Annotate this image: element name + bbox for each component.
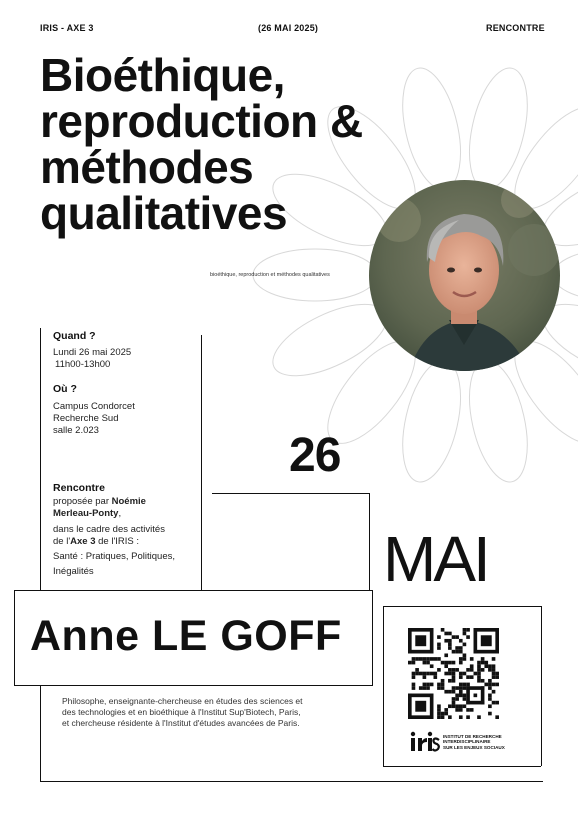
quand-label: Quand ? [53, 330, 96, 342]
ou-room: salle 2.023 [53, 425, 99, 436]
header-axis-label: IRIS - AXE 3 [40, 23, 94, 33]
frame-line-left-bottom [40, 686, 41, 782]
frame-line-qr-bottom [383, 766, 541, 767]
iris-logo-line-3: SUR LES ENJEUX SOCIAUX [443, 744, 505, 750]
iris-logo-line-2: INTERDISCIPLINAIRE [443, 739, 491, 745]
frame-line-qr-top [383, 606, 541, 607]
quand-time: 11h00-13h00 [55, 359, 111, 370]
speaker-name: Anne LE GOFF [30, 612, 342, 660]
iris-logo [410, 731, 440, 753]
speaker-photo [369, 180, 560, 371]
organizer-last-name: Merleau-Ponty [53, 508, 119, 519]
rencontre-line-6: Inégalités [53, 566, 94, 577]
iris-logo-text [443, 734, 505, 750]
frame-line-bottom [40, 781, 543, 782]
rencontre-label: Rencontre [53, 482, 105, 494]
rencontre-pre: proposée par [53, 496, 112, 507]
subtitle: bioéthique, reproduction et méthodes qualitatives [210, 272, 330, 278]
frame-line-middle [201, 335, 202, 590]
ou-building: Recherche Sud [53, 413, 119, 424]
iris-logo-mark [410, 731, 440, 753]
header-date: (26 MAI 2025) [258, 23, 319, 33]
bio-line-1: Philosophe, enseignante-chercheuse en études des sciences et [62, 696, 303, 706]
rencontre-post-axe: de l'IRIS : [95, 536, 140, 547]
header-type: RENCONTRE [486, 23, 545, 33]
date-month: MAI [383, 523, 488, 595]
title-line-2: reproduction & [40, 95, 363, 147]
title-line-1: Bioéthique, [40, 49, 285, 101]
rencontre-comma: , [118, 508, 122, 519]
rencontre-line-2 [53, 508, 121, 520]
rencontre-line-5: Santé : Pratiques, Politiques, [53, 551, 175, 562]
ou-label: Où ? [53, 383, 77, 395]
date-day: 26 [289, 429, 341, 482]
iris-logo-line-1: INSTITUT DE RECHERCHE [443, 734, 502, 739]
qr-code-icon[interactable] [408, 628, 499, 719]
frame-line-date-top [212, 493, 370, 494]
frame-line-date-right [369, 493, 370, 590]
rencontre-line-3: dans le cadre des activités [53, 524, 165, 535]
frame-line-qr-right [541, 606, 542, 766]
rencontre-pre-axe: de l' [53, 536, 71, 547]
ou-campus: Campus Condorcet [53, 401, 135, 412]
frame-line-left-top [40, 328, 41, 590]
bio-line-3: et chercheuse résidente à l'Institut d'études avancées de Paris. [62, 718, 300, 728]
portrait-image [369, 180, 560, 371]
speaker-bio [62, 696, 362, 729]
bio-line-2: des technologies et en bioéthique à l'Institut Sup'Biotech, Paris, [62, 707, 301, 717]
rencontre-axe: Axe 3 [70, 536, 96, 547]
title-line-3: méthodes [40, 141, 254, 193]
quand-date: Lundi 26 mai 2025 [53, 347, 132, 358]
frame-line-qr-left [383, 606, 384, 766]
rencontre-line-1 [53, 496, 146, 508]
organizer-first-name: Noémie [111, 496, 146, 507]
page-title [40, 49, 363, 239]
title-line-4: qualitatives [40, 187, 288, 239]
rencontre-line-4 [53, 536, 139, 548]
